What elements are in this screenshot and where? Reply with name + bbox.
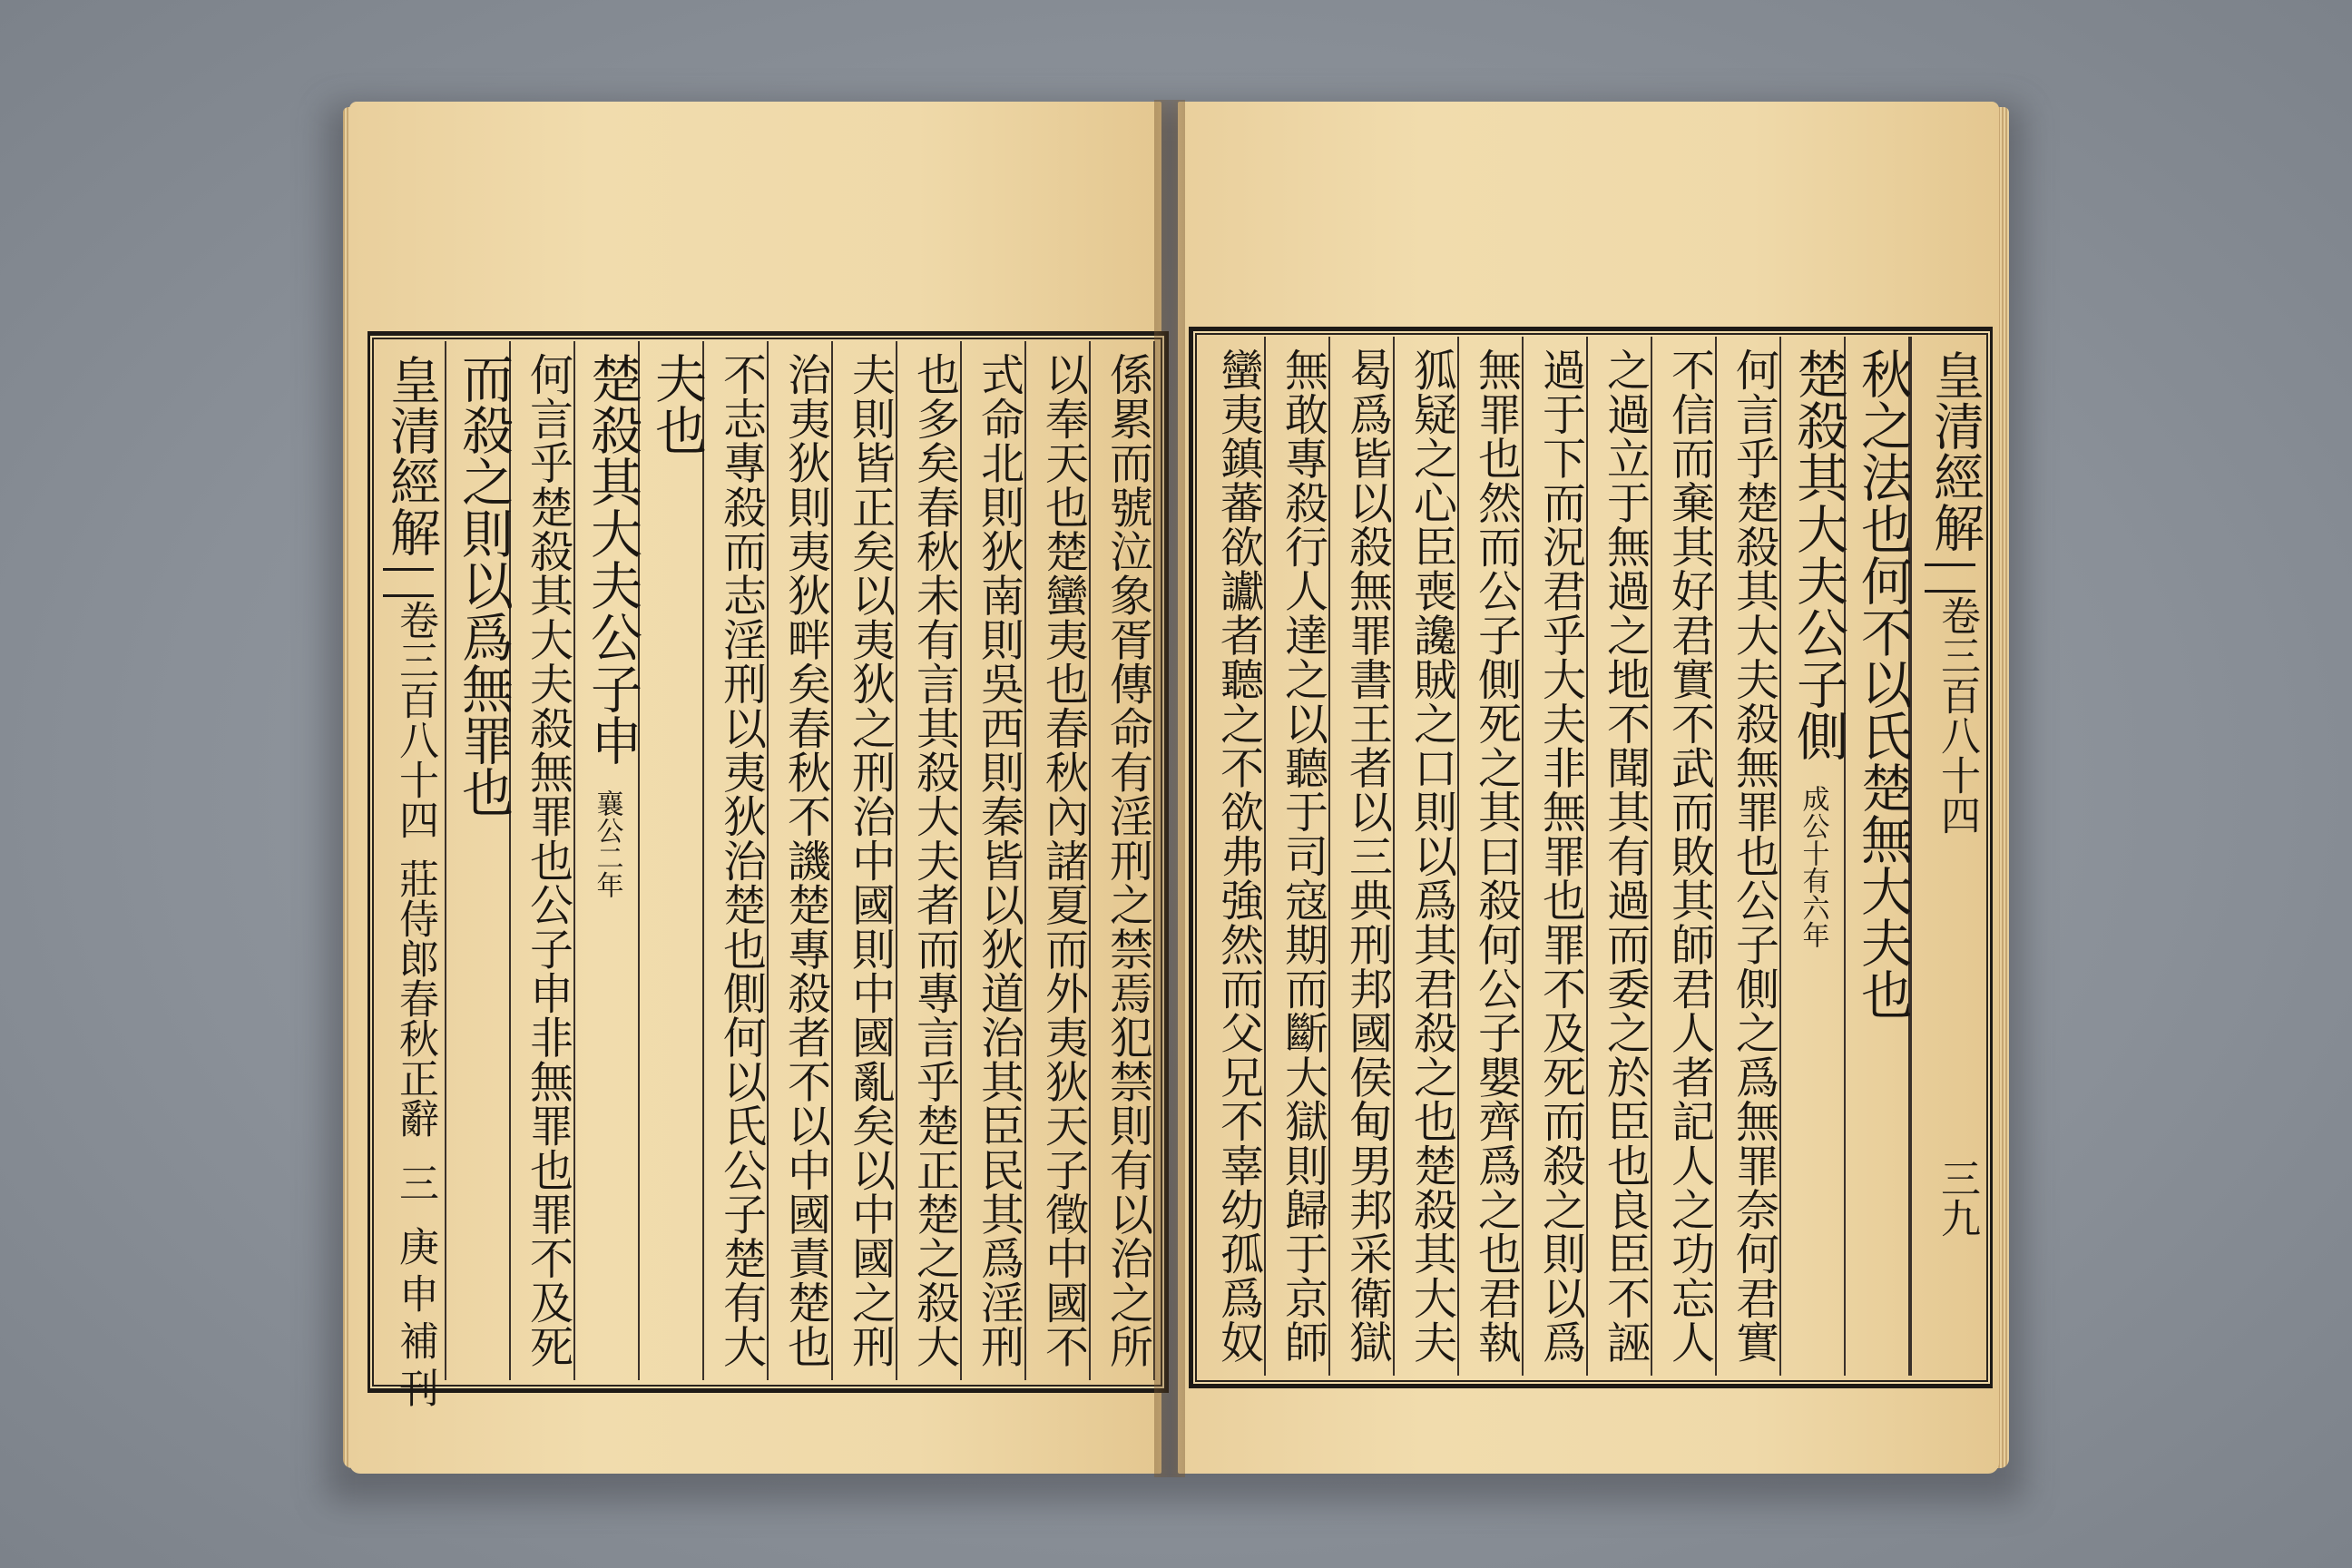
book-gutter (1154, 100, 1185, 1477)
left_page-column-10 (1026, 341, 1091, 1380)
left_page-column-text: 不志專殺而志淫刑以夷狄治楚也側何以氏公子楚有大 (715, 352, 767, 1368)
left_page-column-text: 夫則皆正矣以夷狄之刑治中國則中國亂矣以中國之刑 (844, 352, 896, 1368)
right_page-column-text: 不信而棄其好君實不武而敗其師君人者記人之功忘人 (1663, 348, 1715, 1364)
right_page-column-8 (1395, 337, 1459, 1376)
left_page-column-6 (769, 341, 833, 1380)
left_page-column-text: 而殺之則以爲無罪也 (453, 352, 514, 818)
fishtail-mark (383, 568, 434, 597)
right_page-column-11 (1201, 337, 1266, 1376)
right_page-column-1 (1846, 337, 1913, 1376)
right_page-column-3 (1717, 337, 1781, 1376)
left_page-column-5 (704, 341, 769, 1380)
left_page-column-3 (575, 341, 640, 1380)
left_page-column-text: 也多矣春秋未有言其殺大夫者而專言乎楚正楚之殺大 (908, 352, 960, 1368)
left_page-column-7 (833, 341, 897, 1380)
right_page-column-5 (1588, 337, 1652, 1376)
fishtail-mark (1925, 564, 1975, 593)
left_page-column-9 (962, 341, 1026, 1380)
right_page-column-text: 楚殺其大夫公子側 (1788, 348, 1848, 761)
left_page-column-text: 係累而號泣象胥傳命有淫刑之禁焉犯禁則有以治之所 (1102, 352, 1153, 1368)
left_page-column-8 (897, 341, 962, 1380)
left_page-column-text: 楚殺其大夫公子申 (582, 352, 642, 766)
right_page-annotation-note: 成公十有六年 (1797, 785, 1829, 948)
right_page-column-2 (1781, 337, 1846, 1376)
right_page-column-6 (1524, 337, 1588, 1376)
left-margin-leaf: 三 (392, 1162, 438, 1202)
left_page-column-2 (511, 341, 575, 1380)
right-margin-column (1910, 337, 1986, 1376)
right_page-column-text: 秋之法也何不以氏楚無大夫也 (1852, 348, 1913, 1020)
right_page-column-text: 何言乎楚殺其大夫殺無罪也公子側之爲無罪奈何君實 (1728, 348, 1779, 1364)
left_page-column-1 (446, 341, 514, 1380)
left-margin-work: 莊侍郎春秋正辭 (392, 858, 438, 1138)
left_page-column-text: 治夷狄則夷狄畔矣春秋不譏楚專殺者不以中國責楚也 (779, 352, 831, 1368)
left-margin-volume: 卷三百八十四 (392, 600, 438, 839)
right-margin-volume: 卷三百八十四 (1934, 595, 1980, 835)
right-margin-title: 皇清經解 (1926, 349, 1984, 553)
left-margin-edition: 庚申補刊 (392, 1226, 438, 1415)
left_page-column-text: 式命北則狄南則吳西則秦皆以狄道治其臣民其爲淫刑 (973, 352, 1024, 1368)
right_page-column-10 (1266, 337, 1330, 1376)
right_page-column-text: 無敢專殺行人達之以聽于司寇期而斷大獄則歸于京師 (1277, 348, 1328, 1364)
left_page-column-text: 夫也 (646, 352, 707, 456)
right_page-column-7 (1459, 337, 1524, 1376)
left_page-column-11 (1091, 341, 1155, 1380)
left_page-annotation-note: 襄公二年 (591, 789, 623, 898)
left-text-frame (368, 331, 1169, 1415)
right_page-column-text: 之過立于無過之地不聞其有過而委之於臣也良臣不誣 (1599, 348, 1651, 1364)
right_page-column-text: 無罪也然而公子側死之其曰殺何公子嬰齊爲之也君執 (1470, 348, 1522, 1364)
left-margin-title: 皇清經解 (382, 354, 441, 557)
left_page-column-text: 何言乎楚殺其大夫殺無罪也公子申非無罪也罪不及死 (522, 352, 573, 1368)
left_page-column-4 (640, 341, 707, 1380)
right_page-column-text: 狐疑之心臣喪讒賊之口則以爲其君殺之也楚殺其大夫 (1406, 348, 1457, 1364)
right_page-column-4 (1652, 337, 1717, 1376)
left-margin-column (370, 341, 446, 1415)
right-text-frame (1189, 327, 1993, 1388)
right_page-column-text: 過于下而況君乎大夫非無罪也罪不及死而殺之則以爲 (1534, 348, 1586, 1364)
right_page-column-9 (1330, 337, 1395, 1376)
right_page-column-text: 蠻夷鎮蕃欲讞者聽之不欲弗強然而父兄不辜幼孤爲奴 (1212, 348, 1264, 1364)
left_page-column-text: 以奉天也楚蠻夷也春秋內諸夏而外夷狄天子徵中國不 (1037, 352, 1089, 1368)
right_page-column-text: 曷爲皆以殺無罪書王者以三典刑邦國侯甸男邦采衛獄 (1341, 348, 1393, 1364)
right-margin-leaf: 三九 (1934, 1158, 1980, 1238)
